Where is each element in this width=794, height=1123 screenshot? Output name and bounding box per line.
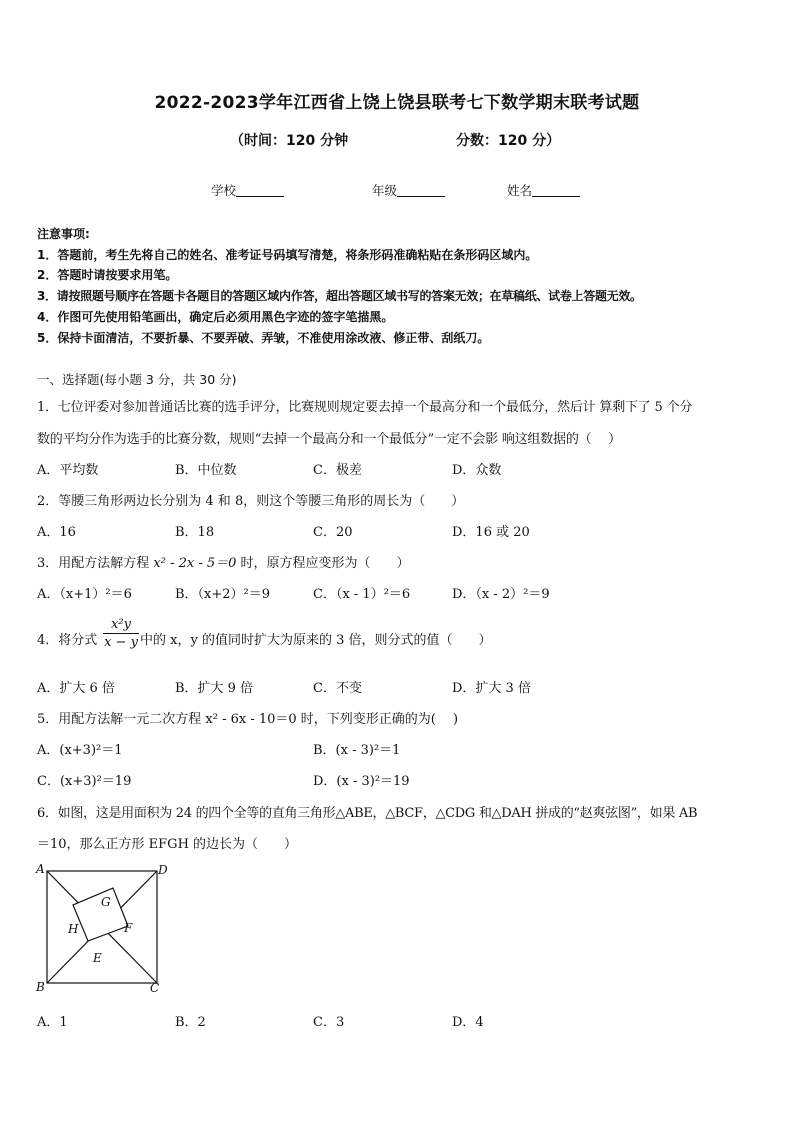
exam-score: 分数：120 分） <box>456 133 561 149</box>
note-item: 5．保持卡面清洁，不要折暴、不要弄破、弄皱，不准使用涂改液、修正带、刮纸刀。 <box>37 331 490 345</box>
question-2-text: 2．等腰三角形两边长分别为 4 和 8，则这个等腰三角形的周长为（ ） <box>37 494 465 509</box>
option-d: D．（x - 2）²＝9 <box>452 587 550 602</box>
grade-label: 年级 <box>372 183 398 198</box>
option-c: C．(x+3)²＝19 <box>37 774 132 789</box>
option-a: A．扩大 6 倍 <box>37 681 115 696</box>
name-blank <box>532 184 580 197</box>
option-c: C．极差 <box>313 463 362 478</box>
question-3-post: 时，原方程应变形为（ ） <box>236 556 410 571</box>
question-1-text: 1．七位评委对参加普通话比赛的选手评分，比赛规则规定要去掉一个最高分和一个最低分，然后计 算剩下了 5 个分 <box>37 400 693 415</box>
option-d: D．4 <box>452 1015 484 1030</box>
question-3-pre: 3．用配方法解方程 <box>37 556 154 571</box>
option-a: A．（x+1）²＝6 <box>37 587 132 602</box>
label-c: C <box>150 981 160 995</box>
label-g: G <box>101 895 111 909</box>
note-item: 3．请按照题号顺序在答题卡各题目的答题区域内作答，超出答题区域书写的答案无效；在草稿纸、试卷上答题无效。 <box>37 289 642 303</box>
grade-blank <box>397 184 445 197</box>
label-e: E <box>93 951 102 965</box>
question-6-text-cont: ＝10，那么正方形 EFGH 的边长为（ ） <box>37 837 298 852</box>
option-d: D．众数 <box>452 463 502 478</box>
question-1-text-cont: 数的平均分作为选手的比赛分数，规则“去掉一个最高分和一个最低分”一定不会影 响这组数据的（ ） <box>37 432 621 447</box>
option-d: D．(x - 3)²＝19 <box>313 774 410 789</box>
page-title: 2022-2023学年江西省上饶上饶县联考七下数学期末联考试题 <box>154 93 640 113</box>
fraction <box>103 617 139 650</box>
question-5-text: 5．用配方法解一元二次方程 x² - 6x - 10＝0 时，下列变形正确的为( ) <box>37 712 459 727</box>
option-d: D．16 或 20 <box>452 525 530 540</box>
note-item: 2．答题时请按要求用笔。 <box>37 268 178 282</box>
label-d: D <box>158 863 168 877</box>
zhao-shuang-diagram <box>30 860 180 1000</box>
school-field <box>211 181 284 199</box>
option-b: B．（x+2）²＝9 <box>175 587 271 602</box>
name-field <box>507 181 580 199</box>
option-b: B．扩大 9 倍 <box>175 681 254 696</box>
option-b: B．2 <box>175 1015 206 1030</box>
option-c: C．20 <box>313 525 353 540</box>
option-c: C．不变 <box>313 681 362 696</box>
fraction-denominator: x − y <box>104 635 138 650</box>
option-b: B．中位数 <box>175 463 237 478</box>
question-4-post: 中的 x，y 的值同时扩大为原来的 3 倍，则分式的值（ ） <box>140 633 492 648</box>
exam-time: （时间：120 分钟 <box>230 133 349 149</box>
school-blank <box>236 184 284 197</box>
option-d: D．扩大 3 倍 <box>452 681 531 696</box>
note-item: 1．答题前，考生先将自己的姓名、准考证号码填写清楚，将条形码准确粘贴在条形码区域内。 <box>37 248 538 262</box>
option-c: C．3 <box>313 1015 345 1030</box>
label-b: B <box>36 980 45 994</box>
notes-heading: 注意事项: <box>37 227 90 241</box>
note-item: 4．作图可先使用铅笔画出，确定后必须用黑色字迹的签字笔描黑。 <box>37 310 394 324</box>
label-f: F <box>124 921 133 935</box>
school-label: 学校 <box>211 183 237 198</box>
name-label: 姓名 <box>507 183 533 198</box>
option-a: A．平均数 <box>37 463 99 478</box>
option-b: B．18 <box>175 525 215 540</box>
fraction-numerator: x²y <box>103 617 139 634</box>
question-3-text <box>37 552 410 571</box>
question-6-text: 6．如图，这是用面积为 24 的四个全等的直角三角形△ABE，△BCF，△CDG 和△DAH 拼成的“赵爽弦图”，如果 AB <box>37 806 698 821</box>
question-4-pre: 4．将分式 <box>37 633 98 648</box>
grade-field <box>372 181 445 199</box>
option-b: B．(x - 3)²＝1 <box>313 743 401 758</box>
option-a: A．(x+3)²＝1 <box>37 743 123 758</box>
option-c: C．（x - 1）²＝6 <box>313 587 411 602</box>
question-3-equation: x² - 2x - 5＝0 <box>153 556 237 571</box>
option-a: A．1 <box>37 1015 68 1030</box>
section-heading: 一、选择题(每小题 3 分，共 30 分) <box>37 372 237 387</box>
label-h: H <box>68 922 79 936</box>
label-a: A <box>36 862 45 876</box>
option-a: A．16 <box>37 525 76 540</box>
